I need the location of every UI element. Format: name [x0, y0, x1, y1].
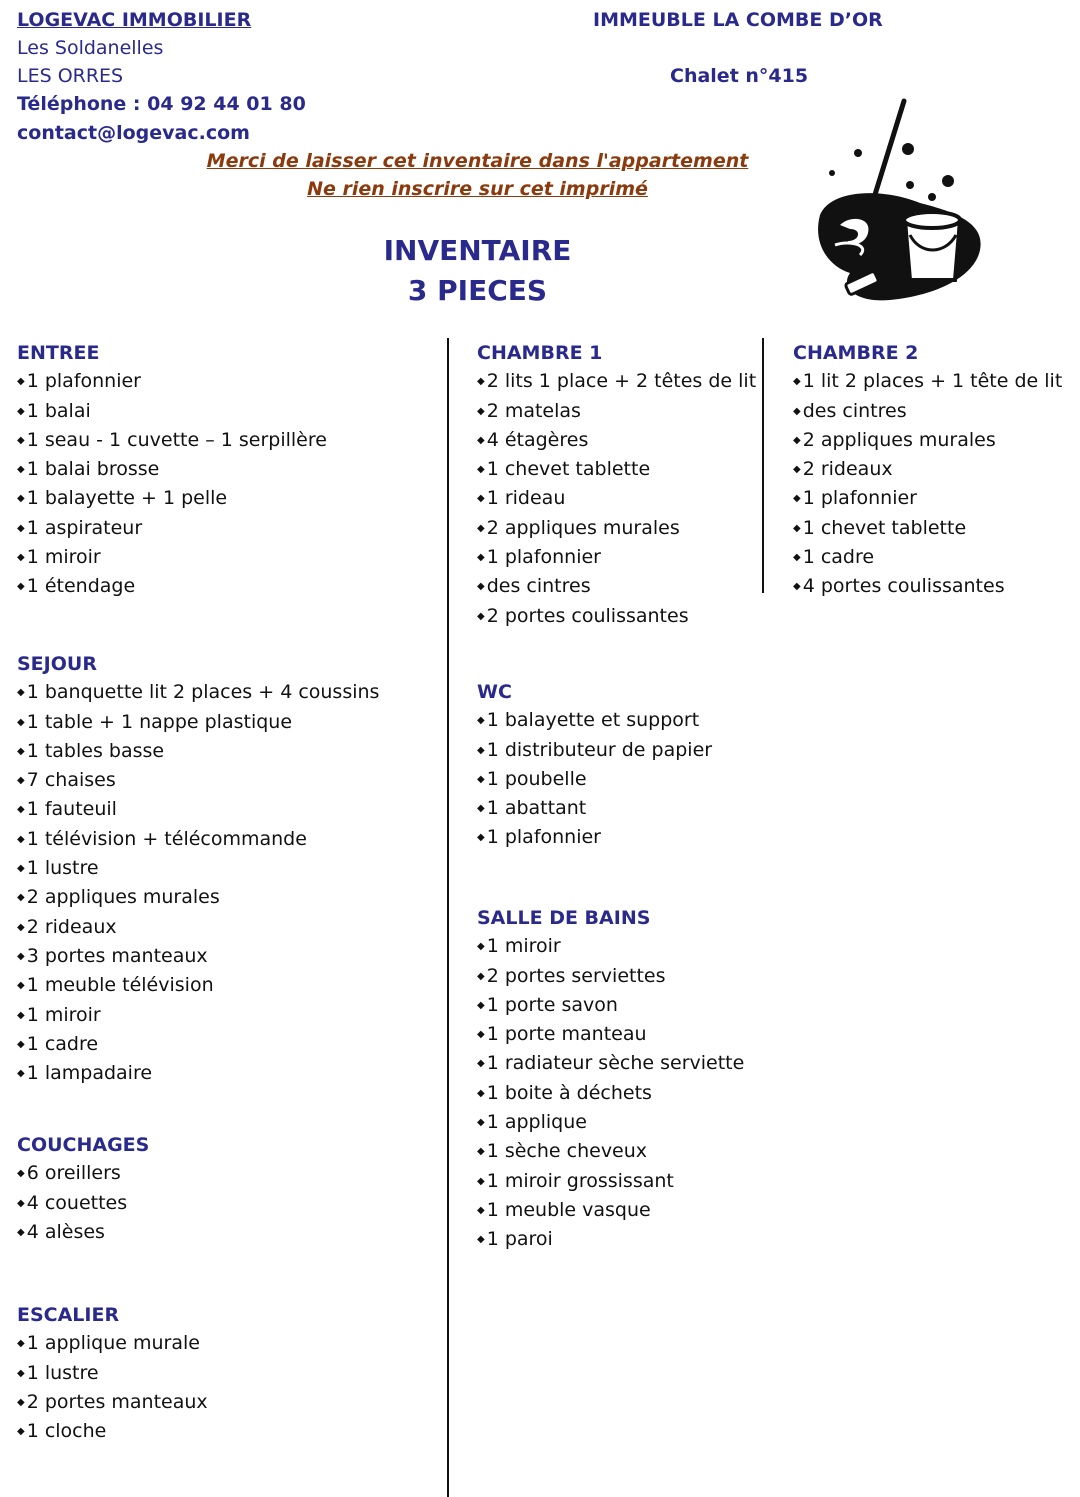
list-item: ◆ 2 matelas: [477, 397, 756, 426]
section-heading: CHAMBRE 2: [793, 342, 919, 364]
section-heading: COUCHAGES: [17, 1134, 150, 1156]
list-item: ◆ 2 portes coulissantes: [477, 602, 756, 631]
notice-leave-inventory: Merci de laisser cet inventaire dans l'appartement: [206, 150, 749, 172]
section-chambre-2: [793, 339, 1062, 602]
list-item: ◆ 1 fauteuil: [17, 795, 379, 824]
list-item: ◆ 1 cadre: [17, 1030, 379, 1059]
list-item: ◆ 1 lustre: [17, 854, 379, 883]
list-item: ◆ 1 chevet tablette: [477, 455, 756, 484]
list-item: ◆ 2 portes serviettes: [477, 962, 744, 991]
list-item: ◆ 1 boite à déchets: [477, 1079, 744, 1108]
section-heading: CHAMBRE 1: [477, 342, 603, 364]
chalet-number: Chalet n°415: [670, 65, 809, 87]
list-item: ◆ 2 portes manteaux: [17, 1388, 208, 1417]
list-item: ◆ 1 seau - 1 cuvette – 1 serpillère: [17, 426, 327, 455]
list-item: ◆ 7 chaises: [17, 766, 379, 795]
list-item: ◆ 1 cloche: [17, 1417, 208, 1446]
list-item: ◆ 1 miroir: [477, 932, 744, 961]
section-heading: ESCALIER: [17, 1304, 120, 1326]
building-name: IMMEUBLE LA COMBE D’OR: [593, 9, 883, 31]
page-subtitle: 3 PIECES: [407, 274, 548, 307]
list-item: ◆ 4 alèses: [17, 1218, 149, 1247]
list-item: ◆ 1 lit 2 places + 1 tête de lit: [793, 367, 1062, 396]
list-item: ◆ 1 applique: [477, 1108, 744, 1137]
list-item: ◆ 1 étendage: [17, 572, 327, 601]
list-item: ◆ 1 meuble télévision: [17, 971, 379, 1000]
phone: Téléphone : 04 92 44 01 80: [17, 93, 306, 115]
section-heading: SALLE DE BAINS: [477, 907, 651, 929]
section-wc: [477, 678, 712, 853]
list-item: ◆ 1 porte manteau: [477, 1020, 744, 1049]
list-item: ◆ 1 tables basse: [17, 737, 379, 766]
list-item: ◆ 1 balayette + 1 pelle: [17, 484, 327, 513]
list-item: ◆ 1 balai: [17, 397, 327, 426]
list-item: ◆ 2 appliques murales: [793, 426, 1062, 455]
section-heading: WC: [477, 681, 512, 703]
section-salle-de-bains: [477, 904, 744, 1255]
list-item: ◆ des cintres: [477, 572, 756, 601]
list-item: ◆ 1 miroir: [17, 543, 327, 572]
list-item: ◆ 1 télévision + télécommande: [17, 825, 379, 854]
section-chambre-1: [477, 339, 756, 631]
list-item: ◆ 1 meuble vasque: [477, 1196, 744, 1225]
list-item: ◆ 1 paroi: [477, 1225, 744, 1254]
list-item: ◆ 4 portes coulissantes: [793, 572, 1062, 601]
list-item: ◆ 3 portes manteaux: [17, 942, 379, 971]
list-item: ◆ 4 étagères: [477, 426, 756, 455]
address-line-1: Les Soldanelles: [17, 37, 164, 59]
list-item: ◆ 2 rideaux: [17, 913, 379, 942]
column-divider-right: [762, 338, 764, 593]
list-item: ◆ 1 rideau: [477, 484, 756, 513]
column-divider-left: [447, 338, 449, 1497]
list-item: ◆ 2 rideaux: [793, 455, 1062, 484]
notice-do-not-write: Ne rien inscrire sur cet imprimé: [307, 178, 648, 200]
list-item: ◆ 1 poubelle: [477, 765, 712, 794]
list-item: ◆ 4 couettes: [17, 1189, 149, 1218]
list-item: ◆ 1 radiateur sèche serviette: [477, 1049, 744, 1078]
list-item: ◆ des cintres: [793, 397, 1062, 426]
section-couchages: [17, 1131, 149, 1247]
section-heading: ENTREE: [17, 342, 100, 364]
section-entree: [17, 339, 327, 602]
cleaning-mop-bucket-icon: [810, 95, 990, 307]
list-item: ◆ 1 balayette et support: [477, 706, 712, 735]
list-item: ◆ 6 oreillers: [17, 1159, 149, 1188]
list-item: ◆ 1 balai brosse: [17, 455, 327, 484]
list-item: ◆ 1 lampadaire: [17, 1059, 379, 1088]
list-item: ◆ 1 aspirateur: [17, 514, 327, 543]
list-item: ◆ 1 chevet tablette: [793, 514, 1062, 543]
address-line-2: LES ORRES: [17, 65, 124, 87]
list-item: ◆ 1 miroir grossissant: [477, 1167, 744, 1196]
list-item: ◆ 1 applique murale: [17, 1329, 208, 1358]
list-item: ◆ 1 porte savon: [477, 991, 744, 1020]
list-item: ◆ 1 plafonnier: [477, 823, 712, 852]
list-item: ◆ 1 abattant: [477, 794, 712, 823]
list-item: ◆ 1 miroir: [17, 1001, 379, 1030]
section-heading: SEJOUR: [17, 653, 97, 675]
company-name: LOGEVAC IMMOBILIER: [17, 9, 252, 31]
list-item: ◆ 1 lustre: [17, 1359, 208, 1388]
list-item: ◆ 1 plafonnier: [17, 367, 327, 396]
list-item: ◆ 1 plafonnier: [477, 543, 756, 572]
list-item: ◆ 2 lits 1 place + 2 têtes de lit: [477, 367, 756, 396]
list-item: ◆ 1 banquette lit 2 places + 4 coussins: [17, 678, 379, 707]
list-item: ◆ 2 appliques murales: [477, 514, 756, 543]
list-item: ◆ 1 cadre: [793, 543, 1062, 572]
page-title: INVENTAIRE: [383, 234, 572, 267]
section-sejour: [17, 650, 379, 1088]
email: contact@logevac.com: [17, 122, 250, 144]
list-item: ◆ 1 distributeur de papier: [477, 736, 712, 765]
list-item: ◆ 2 appliques murales: [17, 883, 379, 912]
list-item: ◆ 1 sèche cheveux: [477, 1137, 744, 1166]
list-item: ◆ 1 plafonnier: [793, 484, 1062, 513]
section-escalier: [17, 1301, 208, 1446]
list-item: ◆ 1 table + 1 nappe plastique: [17, 708, 379, 737]
